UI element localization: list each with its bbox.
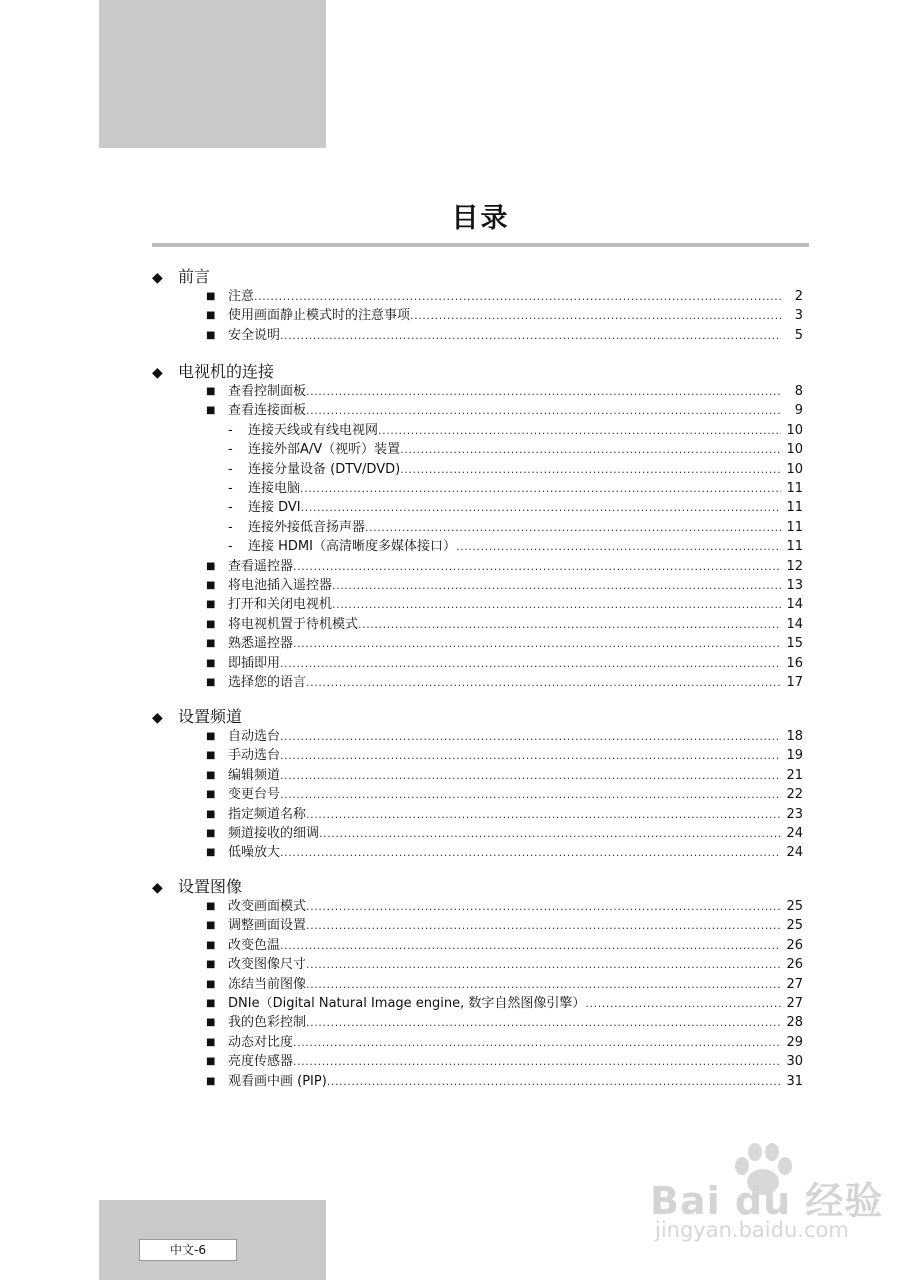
section-heading [152, 704, 242, 727]
toc-entry-page: 11 [786, 539, 803, 555]
toc-entry[interactable] [206, 287, 803, 306]
toc-entry-page: 13 [786, 578, 803, 593]
leader-dots [358, 615, 781, 634]
toc-entry[interactable] [206, 727, 803, 746]
toc-entry-title: 将电池插入遥控器 [228, 578, 333, 593]
toc-entry-page: 10 [786, 461, 803, 477]
square-bullet-icon: ■ [206, 618, 216, 630]
leader-dots [306, 897, 781, 916]
leader-dots [293, 634, 781, 653]
toc-entry-title: 即插即用 [228, 655, 281, 671]
square-bullet-icon: ■ [206, 939, 216, 951]
toc-entry-page: 25 [786, 899, 803, 914]
toc-entry-page: 31 [786, 1073, 803, 1089]
section-heading-label: 电视机的连接 [178, 362, 275, 381]
leader-dots [306, 1013, 781, 1032]
square-bullet-icon: ■ [206, 828, 216, 839]
toc-entry-title: 改变色温 [228, 937, 281, 953]
toc-entry-page: 22 [786, 787, 803, 803]
toc-entry-page: 26 [786, 937, 803, 953]
toc-entry-page: 24 [786, 845, 803, 861]
toc-entry-title: 调整画面设置 [228, 918, 307, 934]
leader-dots [378, 421, 781, 440]
square-bullet-icon: ■ [206, 769, 216, 781]
leader-dots [332, 595, 781, 614]
toc-entry-page: 8 [794, 384, 803, 399]
leader-dots [280, 785, 781, 804]
dash-bullet-icon: - [228, 481, 233, 496]
square-bullet-icon: ■ [206, 657, 216, 669]
leader-dots [293, 1052, 781, 1071]
leader-dots [280, 936, 781, 955]
toc-entry[interactable] [206, 537, 803, 556]
toc-entry-title: DNIe（Digital Natural Image engine, 数字自然图像引擎） [228, 996, 586, 1011]
leader-dots [293, 1033, 781, 1052]
leader-dots [293, 557, 781, 576]
toc-entry[interactable] [206, 306, 803, 325]
watermark-url: jingyan.baidu.com [655, 1218, 849, 1242]
section-heading [152, 264, 210, 287]
section-heading-label: 设置频道 [178, 707, 243, 726]
toc-entry[interactable] [206, 326, 803, 345]
square-bullet-icon: ■ [206, 1036, 216, 1048]
toc-entry-page: 5 [794, 327, 803, 343]
toc-entry[interactable] [206, 805, 803, 824]
toc-entry-title: 连接天线或有线电视网 [248, 422, 379, 438]
toc-entry[interactable] [206, 634, 803, 653]
square-bullet-icon: ■ [206, 560, 216, 572]
page-number-label: 中文-6 [139, 1239, 237, 1261]
toc-entry-page: 12 [786, 558, 803, 574]
leader-dots [280, 746, 781, 765]
toc-entry[interactable] [206, 824, 803, 843]
square-bullet-icon: ■ [206, 599, 216, 611]
toc-entry[interactable] [206, 479, 803, 498]
toc-entry-title: 观看画中画 (PIP) [228, 1073, 327, 1089]
leader-dots [280, 766, 781, 785]
baidu-watermark [650, 1140, 900, 1270]
toc-entry-page: 23 [786, 806, 803, 822]
leader-dots [585, 994, 781, 1013]
toc-entry[interactable] [206, 897, 803, 916]
square-bullet-icon: ■ [206, 386, 216, 397]
toc-entry[interactable] [206, 785, 803, 804]
toc-entry-page: 18 [786, 729, 803, 744]
toc-entry-title: 安全说明 [228, 327, 281, 343]
toc-entry-title: 我的色彩控制 [228, 1015, 307, 1031]
dash-bullet-icon: - [228, 519, 233, 535]
dash-bullet-icon: - [228, 539, 233, 555]
square-bullet-icon: ■ [206, 638, 216, 650]
toc-entry-title: 注意 [228, 289, 255, 304]
square-bullet-icon: ■ [206, 1075, 216, 1087]
leader-dots [306, 916, 781, 935]
square-bullet-icon: ■ [206, 789, 216, 801]
toc-entry-page: 10 [786, 442, 803, 458]
square-bullet-icon: ■ [206, 959, 216, 971]
diamond-icon: ◆ [152, 710, 163, 726]
toc-entry-title: 熟悉遥控器 [228, 636, 294, 652]
toc-entry-title: 改变图像尺寸 [228, 957, 307, 973]
toc-entry-page: 28 [786, 1015, 803, 1031]
leader-dots [306, 673, 781, 692]
toc-entry-title: 连接分量设备 (DTV/DVD) [248, 461, 401, 477]
toc-entry-title: 选择您的语言 [228, 675, 307, 690]
square-bullet-icon: ■ [206, 847, 216, 859]
toc-entry-page: 14 [786, 597, 803, 613]
diamond-icon: ◆ [152, 270, 163, 286]
toc-entry-title: 冻结当前图像 [228, 976, 307, 992]
toc-entry[interactable] [206, 766, 803, 785]
diamond-icon: ◆ [152, 880, 163, 896]
toc-entry-title: 连接电脑 [248, 481, 301, 496]
toc-entry-page: 2 [794, 289, 803, 304]
section-heading-label: 设置图像 [178, 877, 243, 896]
square-bullet-icon: ■ [206, 750, 216, 762]
leader-dots [456, 537, 781, 556]
diamond-icon: ◆ [152, 365, 163, 381]
square-bullet-icon: ■ [206, 329, 216, 341]
leader-dots [306, 975, 781, 994]
toc-entry-page: 3 [794, 308, 803, 324]
toc-entry[interactable] [206, 843, 803, 862]
dash-bullet-icon: - [228, 422, 233, 438]
square-bullet-icon: ■ [206, 998, 216, 1009]
square-bullet-icon: ■ [206, 405, 216, 417]
section-heading [152, 874, 242, 897]
leader-dots [306, 382, 781, 401]
toc-entry-page: 15 [786, 636, 803, 652]
toc-entry-page: 17 [786, 675, 803, 690]
leader-dots [280, 727, 781, 746]
toc-entry[interactable] [206, 746, 803, 765]
toc-entry-title: 手动选台 [228, 748, 281, 764]
toc-entry-page: 25 [786, 918, 803, 934]
square-bullet-icon: ■ [206, 978, 216, 990]
square-bullet-icon: ■ [206, 731, 216, 742]
toc-entry-page: 21 [786, 767, 803, 783]
toc-entry-title: 连接外接低音扬声器 [248, 519, 366, 535]
square-bullet-icon: ■ [206, 1017, 216, 1029]
leader-dots [410, 306, 781, 325]
leader-dots [300, 479, 781, 498]
leader-dots [400, 440, 781, 459]
toc-entry[interactable] [206, 975, 803, 994]
square-bullet-icon: ■ [206, 808, 216, 820]
toc-entry-title: 自动选台 [228, 729, 281, 744]
leader-dots [327, 1072, 781, 1091]
toc-entry-title: 变更台号 [228, 787, 281, 803]
watermark-brand: Bai du 经验 [650, 1179, 884, 1223]
toc-entry[interactable] [206, 498, 803, 517]
toc-entry[interactable] [206, 1033, 803, 1052]
section-heading [152, 359, 274, 382]
toc-entry-page: 29 [786, 1034, 803, 1050]
toc-entry[interactable] [206, 1052, 803, 1071]
dash-bullet-icon: - [228, 442, 233, 458]
dash-bullet-icon: - [228, 500, 233, 516]
toc-entry-page: 26 [786, 957, 803, 973]
toc-entry[interactable] [206, 382, 803, 401]
toc-entry[interactable] [206, 673, 803, 692]
toc-entry[interactable] [206, 421, 803, 440]
toc-entry-title: 亮度传感器 [228, 1054, 294, 1070]
square-bullet-icon: ■ [206, 901, 216, 912]
toc-entry-title: 连接外部A/V（视听）装置 [248, 442, 401, 458]
toc-entry-title: 指定频道名称 [228, 806, 307, 822]
toc-entry-title: 低噪放大 [228, 845, 281, 861]
toc-entry[interactable] [206, 595, 803, 614]
toc-entry-page: 9 [794, 403, 803, 419]
toc-entry-title: 查看连接面板 [228, 403, 307, 419]
toc-entry-page: 27 [786, 996, 803, 1011]
leader-dots [306, 401, 781, 420]
toc-entry-title: 使用画面静止模式时的注意事项 [228, 308, 411, 324]
toc-entry-page: 19 [786, 748, 803, 764]
toc-entry-page: 30 [786, 1054, 803, 1070]
toc-entry[interactable] [206, 936, 803, 955]
leader-dots [319, 824, 781, 843]
leader-dots [280, 843, 781, 862]
leader-dots [301, 498, 781, 517]
square-bullet-icon: ■ [206, 1056, 216, 1068]
section-heading-label: 前言 [178, 267, 211, 286]
leader-dots [306, 805, 781, 824]
toc-entry[interactable] [206, 916, 803, 935]
toc-entry[interactable] [206, 401, 803, 420]
toc-entry[interactable] [206, 615, 803, 634]
square-bullet-icon: ■ [206, 920, 216, 932]
toc-entry-page: 24 [786, 826, 803, 841]
toc-entry-title: 编辑频道 [228, 767, 281, 783]
toc-entry[interactable] [206, 1072, 803, 1091]
page-title: 目录 [451, 203, 510, 234]
toc-entry-title: 将电视机置于待机模式 [228, 616, 359, 632]
toc-entry[interactable] [206, 460, 803, 479]
leader-dots [332, 576, 781, 595]
toc-entry-page: 11 [786, 500, 803, 516]
toc-entry[interactable] [206, 440, 803, 459]
toc-entry-page: 27 [786, 976, 803, 992]
toc-entry-page: 14 [786, 616, 803, 632]
square-bullet-icon: ■ [206, 291, 216, 302]
toc-entry-title: 打开和关闭电视机 [228, 597, 333, 613]
toc-entry-title: 查看控制面板 [228, 384, 307, 399]
toc-entry-page: 16 [786, 655, 803, 671]
toc-entry[interactable] [206, 955, 803, 974]
toc-entry[interactable] [206, 518, 803, 537]
square-bullet-icon: ■ [206, 677, 216, 688]
toc-entry-title: 动态对比度 [228, 1034, 294, 1050]
toc-entry[interactable] [206, 654, 803, 673]
leader-dots [365, 518, 781, 537]
leader-dots [280, 654, 781, 673]
toc-entry[interactable] [206, 994, 803, 1013]
leader-dots [254, 287, 781, 306]
toc-entry[interactable] [206, 557, 803, 576]
square-bullet-icon: ■ [206, 310, 216, 322]
toc-entry-title: 连接 HDMI（高清晰度多媒体接口） [248, 539, 456, 555]
toc-entry-title: 查看遥控器 [228, 558, 294, 574]
toc-entry-title: 连接 DVI [248, 500, 301, 516]
leader-dots [306, 955, 781, 974]
toc-entry[interactable] [206, 576, 803, 595]
toc-entry-page: 10 [786, 422, 803, 438]
square-bullet-icon: ■ [206, 580, 216, 591]
leader-dots [280, 326, 781, 345]
dash-bullet-icon: - [228, 461, 233, 477]
toc-entry-title: 改变画面模式 [228, 899, 307, 914]
toc-entry-page: 11 [786, 519, 803, 535]
toc-entry-title: 频道接收的细调 [228, 826, 320, 841]
toc-entry[interactable] [206, 1013, 803, 1032]
toc-entry-page: 11 [786, 481, 803, 496]
leader-dots [400, 460, 781, 479]
